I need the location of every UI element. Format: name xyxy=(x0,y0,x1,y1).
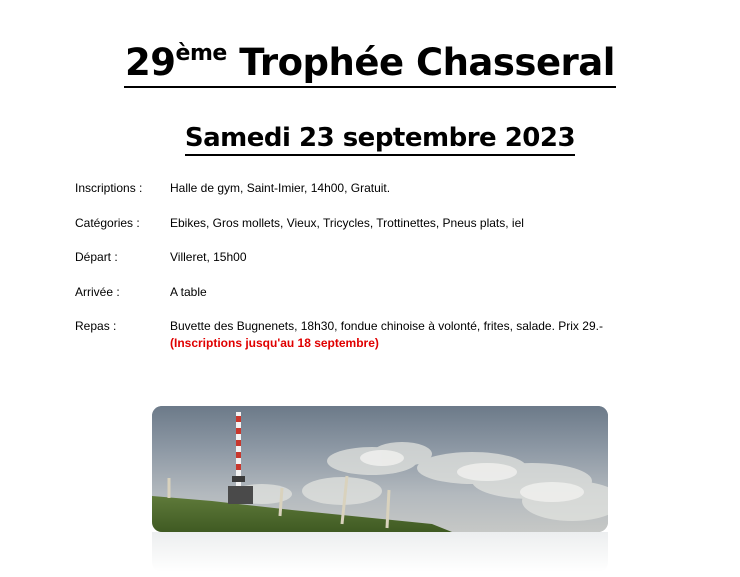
info-row-repas xyxy=(75,318,690,352)
info-label: Repas : xyxy=(75,319,117,333)
title-suffix: ème xyxy=(175,41,227,66)
title-name: Trophée Chasseral xyxy=(239,41,615,84)
event-date-text: Samedi 23 septembre 2023 xyxy=(185,124,575,156)
info-value: Ebikes, Gros mollets, Vieux, Tricycles, Trottinettes, Pneus plats, iel xyxy=(170,215,524,230)
landscape-photo xyxy=(152,406,608,532)
photo-reflection xyxy=(152,532,608,572)
info-row-depart xyxy=(75,249,690,266)
title-underlined xyxy=(124,42,616,88)
info-label: Inscriptions : xyxy=(75,181,143,195)
registration-deadline-note: (Inscriptions jusqu'au 18 septembre) xyxy=(170,336,379,350)
info-value: Halle de gym, Saint-Imier, 14h00, Gratuit. xyxy=(170,181,391,195)
info-label: Arrivée : xyxy=(75,284,120,299)
info-value: A table xyxy=(170,284,207,299)
info-table xyxy=(75,180,690,370)
landscape-illustration xyxy=(152,406,608,532)
info-row-categories xyxy=(75,215,690,232)
title-number: 29 xyxy=(125,41,176,84)
info-label: Départ : xyxy=(75,250,118,264)
info-row-arrivee xyxy=(75,284,690,301)
page-title xyxy=(0,42,740,88)
info-value-block xyxy=(170,318,690,352)
event-date xyxy=(0,124,740,156)
info-label: Catégories : xyxy=(75,215,140,230)
info-value: Villeret, 15h00 xyxy=(170,250,247,264)
info-row-inscriptions xyxy=(75,180,690,197)
info-value: Buvette des Bugnenets, 18h30, fondue chinoise à volonté, frites, salade. Prix 29.- xyxy=(170,319,603,333)
